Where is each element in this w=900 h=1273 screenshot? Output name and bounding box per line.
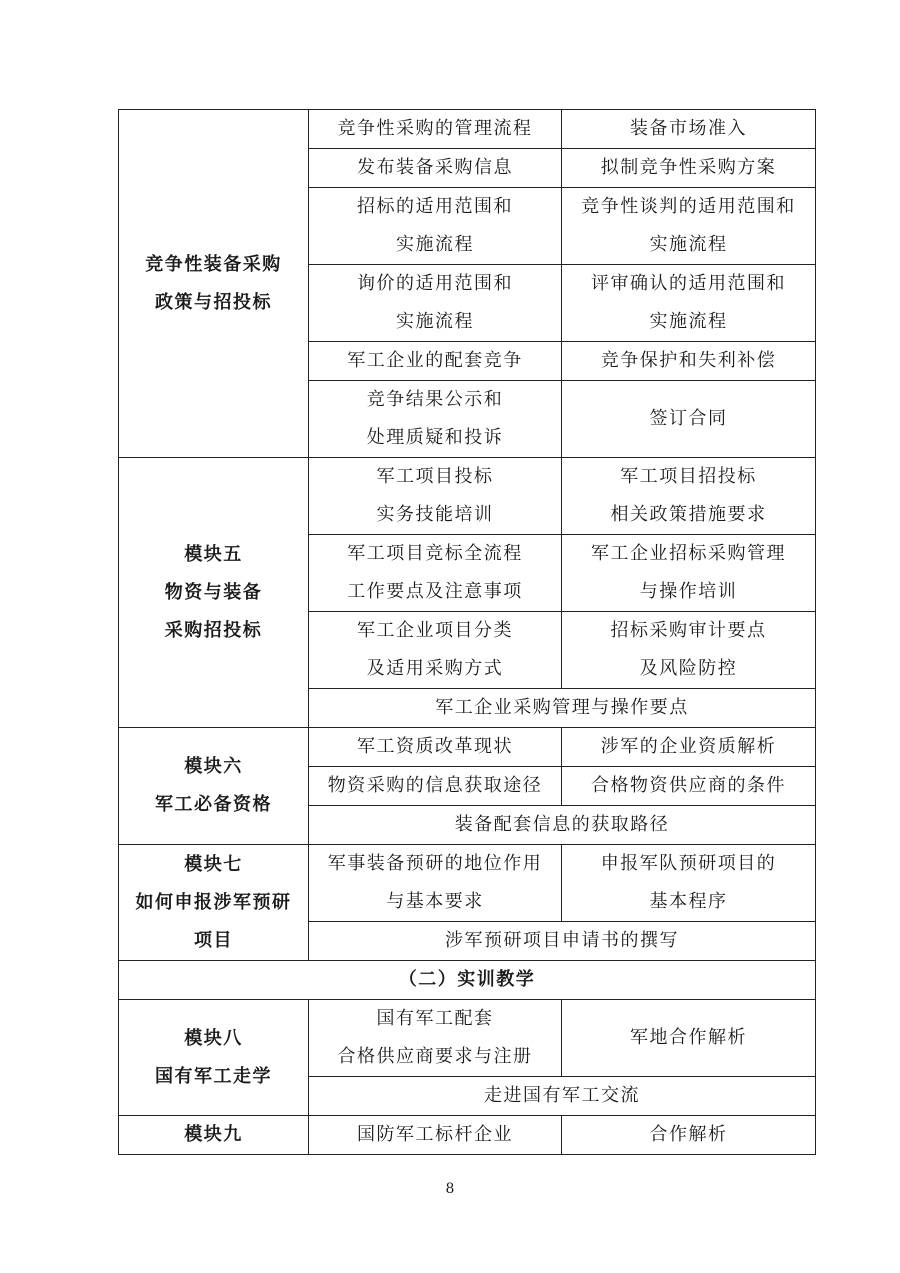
topic-cell bbox=[309, 535, 562, 612]
cell-text-line: 拟制竞争性采购方案 bbox=[600, 157, 777, 178]
table-row bbox=[119, 728, 816, 767]
topic-cell bbox=[562, 767, 816, 806]
topic-cell bbox=[562, 845, 816, 922]
topic-cell bbox=[562, 110, 816, 149]
cell-text-line: 军工必备资格 bbox=[155, 794, 272, 815]
curriculum-table bbox=[118, 109, 816, 1155]
cell-text-line: 如何申报涉军预研 bbox=[135, 891, 292, 913]
cell-text-line: 招标的适用范围和 bbox=[357, 196, 513, 217]
cell-text-line: 实施流程 bbox=[649, 311, 728, 332]
table-row bbox=[119, 458, 816, 535]
cell-text-line: 招标采购审计要点 bbox=[610, 620, 767, 641]
topic-cell bbox=[309, 188, 562, 265]
page-number: 8 bbox=[445, 1181, 455, 1197]
cell-text-line: 采购招投标 bbox=[164, 619, 263, 641]
cell-text-line: 军地合作解析 bbox=[630, 1027, 747, 1048]
table-row bbox=[119, 845, 816, 922]
topic-cell bbox=[562, 1116, 816, 1155]
cell-text-line: 国防军工标杆企业 bbox=[357, 1124, 513, 1145]
topic-cell bbox=[309, 728, 562, 767]
cell-text-line: 及风险防控 bbox=[639, 658, 738, 679]
cell-text-line: 评审确认的适用范围和 bbox=[591, 273, 786, 294]
topic-cell bbox=[562, 728, 816, 767]
cell-text-line: 项目 bbox=[194, 929, 233, 951]
module-title-cell bbox=[119, 728, 309, 845]
cell-text-line: 模块九 bbox=[184, 1124, 243, 1145]
cell-text-line: 工作要点及注意事项 bbox=[347, 581, 523, 602]
topic-cell bbox=[309, 612, 562, 689]
cell-text-line: 军工项目招投标 bbox=[620, 466, 757, 487]
cell-text-line: 物资与装备 bbox=[164, 581, 263, 603]
cell-text-line: 实施流程 bbox=[396, 234, 474, 255]
topic-cell-wide: 军工企业采购管理与操作要点 bbox=[309, 689, 816, 728]
table-row bbox=[119, 1116, 816, 1155]
cell-text-line: 实务技能培训 bbox=[376, 504, 494, 525]
cell-text-line: 实施流程 bbox=[396, 311, 474, 332]
cell-text-line: 处理质疑和投诉 bbox=[366, 427, 504, 448]
topic-cell-wide: 装备配套信息的获取路径 bbox=[309, 806, 816, 845]
topic-cell-wide: 走进国有军工交流 bbox=[309, 1077, 816, 1116]
topic-cell bbox=[562, 458, 816, 535]
module-title-cell bbox=[119, 1000, 309, 1116]
cell-text-line: 物资采购的信息获取途径 bbox=[327, 775, 543, 796]
topic-cell bbox=[562, 188, 816, 265]
cell-text-line: 涉军的企业资质解析 bbox=[600, 736, 777, 757]
cell-text-line: 竞争结果公示和 bbox=[366, 389, 504, 410]
module-title-cell bbox=[119, 110, 309, 458]
topic-cell bbox=[562, 1000, 816, 1077]
topic-cell bbox=[562, 535, 816, 612]
section-heading: （二）实训教学 bbox=[119, 961, 816, 1000]
topic-cell bbox=[309, 149, 562, 188]
curriculum-table-body bbox=[119, 110, 816, 1155]
cell-text-line: 模块六 bbox=[184, 756, 243, 777]
cell-text-line: 及适用采购方式 bbox=[366, 658, 504, 679]
cell-text-line: 模块七 bbox=[184, 853, 243, 875]
table-row bbox=[119, 110, 816, 149]
topic-cell bbox=[562, 265, 816, 342]
module-title-cell bbox=[119, 458, 309, 728]
cell-text-line: 国有军工走学 bbox=[155, 1065, 272, 1087]
table-row bbox=[119, 1000, 816, 1077]
module-title-cell bbox=[119, 1116, 309, 1155]
cell-text-line: 签订合同 bbox=[649, 408, 728, 429]
topic-cell-wide: 涉军预研项目申请书的撰写 bbox=[309, 922, 816, 961]
cell-text-line: 合格物资供应商的条件 bbox=[591, 775, 786, 796]
module-title-cell bbox=[119, 845, 309, 961]
cell-text-line: 与操作培训 bbox=[639, 581, 738, 602]
cell-text-line: 装备市场准入 bbox=[630, 118, 747, 139]
cell-text-line: 合格供应商要求与注册 bbox=[337, 1046, 533, 1067]
cell-text-line: 军工项目投标 bbox=[376, 466, 494, 487]
section-heading-row bbox=[119, 961, 816, 1000]
cell-text-line: 竞争性谈判的适用范围和 bbox=[581, 196, 796, 217]
topic-cell bbox=[309, 845, 562, 922]
topic-cell bbox=[309, 1000, 562, 1077]
cell-text-line: 竞争保护和失利补偿 bbox=[600, 350, 777, 371]
cell-text-line: 军工企业招标采购管理 bbox=[591, 543, 786, 564]
topic-cell bbox=[562, 342, 816, 381]
topic-cell bbox=[562, 612, 816, 689]
cell-text-line: 军工企业项目分类 bbox=[357, 620, 513, 641]
cell-text-line: 军工项目竞标全流程 bbox=[347, 543, 523, 564]
cell-text-line: 基本程序 bbox=[649, 891, 728, 912]
topic-cell bbox=[309, 265, 562, 342]
cell-text-line: 竞争性采购的管理流程 bbox=[337, 118, 533, 139]
cell-text-line: 模块八 bbox=[184, 1027, 243, 1049]
cell-text-line: 相关政策措施要求 bbox=[610, 504, 767, 525]
cell-text-line: 申报军队预研项目的 bbox=[600, 853, 777, 874]
cell-text-line: 发布装备采购信息 bbox=[357, 157, 513, 178]
topic-cell bbox=[309, 458, 562, 535]
topic-cell bbox=[562, 149, 816, 188]
cell-text-line: 模块五 bbox=[184, 543, 243, 565]
topic-cell bbox=[309, 1116, 562, 1155]
cell-text-line: 军工资质改革现状 bbox=[357, 736, 513, 757]
topic-cell bbox=[309, 110, 562, 149]
cell-text-line: 军工企业的配套竞争 bbox=[347, 350, 523, 371]
cell-text-line: 竞争性装备采购 bbox=[145, 253, 282, 275]
topic-cell bbox=[309, 767, 562, 806]
cell-text-line: 与基本要求 bbox=[386, 891, 484, 912]
topic-cell bbox=[309, 381, 562, 458]
topic-cell bbox=[309, 342, 562, 381]
cell-text-line: 实施流程 bbox=[649, 234, 728, 255]
cell-text-line: 合作解析 bbox=[649, 1124, 728, 1145]
cell-text-line: 政策与招投标 bbox=[155, 291, 272, 313]
cell-text-line: 国有军工配套 bbox=[376, 1008, 494, 1029]
cell-text-line: 军事装备预研的地位作用 bbox=[327, 853, 543, 874]
cell-text-line: 询价的适用范围和 bbox=[357, 273, 513, 294]
topic-cell bbox=[562, 381, 816, 458]
